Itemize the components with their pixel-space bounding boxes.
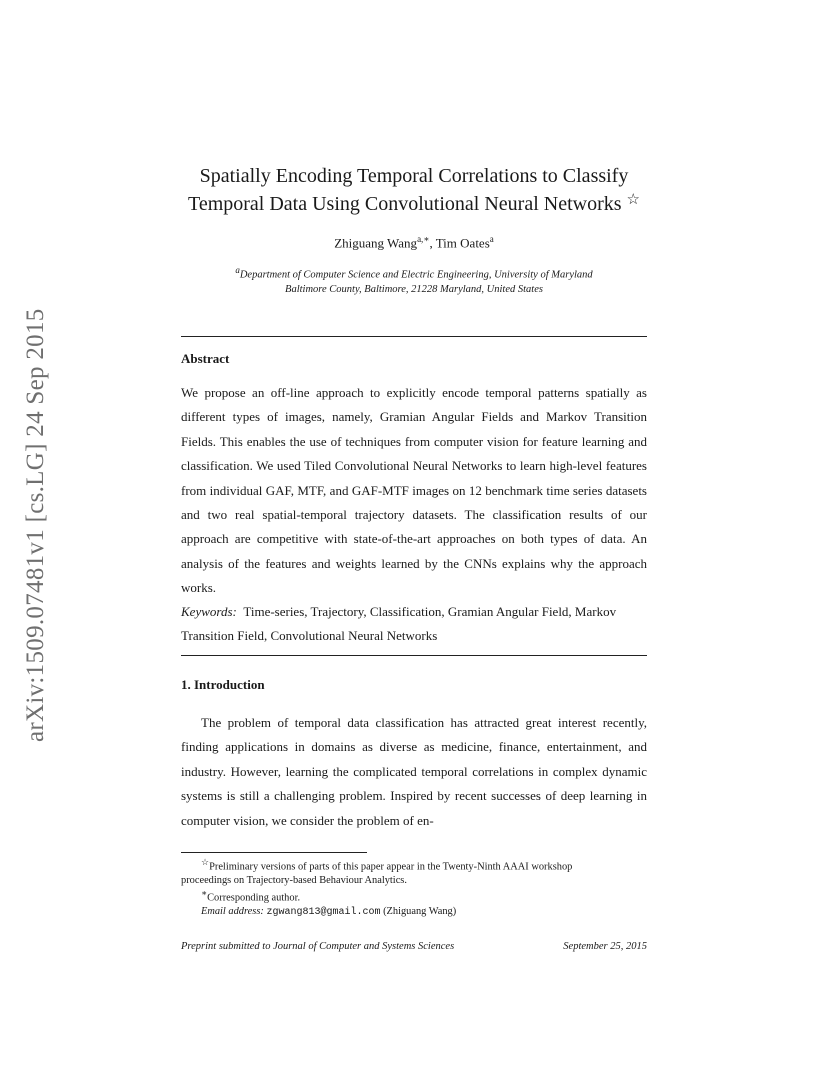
affiliation-mark: a [235, 265, 240, 275]
abstract-text: We propose an off-line approach to explicitly encode temporal patterns spatially as different types of images, namely, Gramian Angular Fields and Markov Transition Fields. This enables the use of techniques from computer vision for feature learning and classification. We used Tiled Convolutional Neural Networks to learn high-level features from individual GAF, MTF, and GAF-MTF images on 12 benchmark time series datasets and two real spatial-temporal trajectory datasets. The classification results of our approach are competitive with state-of-the-art approaches on both types of data. An analysis of the features and weights learned by the CNNs explains why the approach works. [181, 385, 647, 596]
author-list [140, 234, 688, 251]
footnote-text: Corresponding author. [207, 892, 301, 904]
section-heading: 1. Introduction [181, 677, 265, 692]
footnote-text-continued: proceedings on Trajectory-based Behaviour Analytics. [181, 874, 407, 886]
email-owner: (Zhiguang Wang) [383, 906, 457, 918]
paper-title [140, 164, 688, 216]
email-label: Email address: [201, 906, 264, 918]
star-footnote-mark: ☆ [626, 192, 640, 208]
footnote-mark: ☆ [201, 857, 210, 867]
keywords [181, 600, 647, 649]
abstract-top-rule [181, 336, 647, 337]
affiliation [140, 263, 688, 297]
title-line-1: Spatially Encoding Temporal Correlations to Classify [199, 165, 629, 187]
affiliation-line-1: Department of Computer Science and Electric Engineering, University of Maryland [239, 269, 593, 281]
abstract-heading: Abstract [181, 351, 230, 366]
keywords-label: Keywords: [181, 604, 237, 619]
abstract-bottom-rule [181, 655, 647, 656]
footnote-rule [181, 852, 367, 853]
intro-paragraph: The problem of temporal data classification has attracted great interest recently, finding applications in domains as diverse as medicine, finance, entertainment, and industry. However, learning the complicated temporal correlations in complex dynamic systems is still a challenging problem. Inspired by recent successes of deep learning in computer vision, we consider the problem of en- [181, 715, 647, 828]
arxiv-identifier: arXiv:1509.07481v1 [cs.LG] 24 Sep 2015 [22, 308, 49, 742]
email-address[interactable]: zgwang813@gmail.com [266, 907, 381, 919]
author-name: Zhiguang Wang [334, 235, 418, 251]
footnote-mark: ∗ [201, 888, 208, 899]
author-separator: , [429, 235, 436, 251]
author-affiliation-mark: a,∗ [417, 234, 430, 244]
affiliation-line-2: Baltimore County, Baltimore, 21228 Maryland, United States [285, 283, 543, 295]
footer-date: September 25, 2015 [563, 941, 647, 952]
author-name: Tim Oates [435, 235, 490, 251]
keywords-text: Time-series, Trajectory, Classification, Gramian Angular Field, Markov Transition Field, Convolutional Neural Networks [181, 604, 617, 644]
footnotes [181, 856, 647, 920]
footnote-text: Preliminary versions of parts of this paper appear in the Twenty-Ninth AAAI workshop [209, 861, 573, 873]
title-line-2: Temporal Data Using Convolutional Neural Networks [188, 193, 622, 215]
author-affiliation-mark: a [489, 234, 494, 244]
page-footer [181, 941, 647, 952]
footer-journal: Preprint submitted to Journal of Computer and Systems Sciences [181, 941, 455, 952]
